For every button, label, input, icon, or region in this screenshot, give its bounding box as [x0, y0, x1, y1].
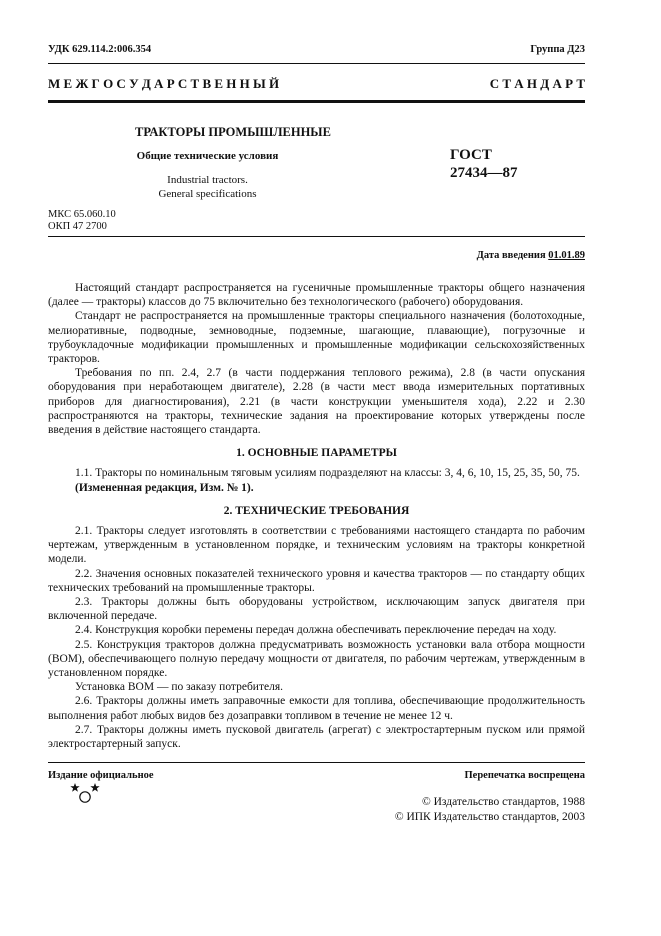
- okp-code: ОКП 47 2700: [48, 221, 107, 232]
- clause-2-6: 2.6. Тракторы должны иметь заправочные емкости для топлива, обеспечивающие продолжительность выполнения работ любых видов без дозаправки топливом в течение не менее 12 ч.: [48, 695, 585, 722]
- section-1-heading: 1. ОСНОВНЫЕ ПАРАМЕТРЫ: [236, 447, 397, 460]
- copyright-block: [395, 795, 585, 825]
- paragraph-requirements-applicability: Требования по пп. 2.4, 2.7 (в части поддержания теплового режима), 2.8 (в части опускания оборудования при неработающем двигателе), 2.28 (в части мест ввода измерительных портативных приборов для диагностирования), 2.21 (в части конструкции уменьшителя хода), 2.22 и 2.30 распространяются на тракторы, технические задания на проектирование которых утверждены после введения в действие настоящего стандарта.: [48, 367, 585, 437]
- copyright-1988: © Издательство стандартов, 1988: [421, 796, 585, 808]
- clause-2-5: 2.5. Конструкция тракторов должна предусматривать возможность установки вала отбора мощности (ВОМ), обеспечивающего полную передачу мощности от двигателя, по рабочим чертежам, утвержденным в установленном порядке.: [48, 638, 585, 680]
- document-body: [48, 281, 585, 751]
- english-title: [135, 173, 280, 201]
- paragraph-scope: Настоящий стандарт распространяется на гусеничные промышленные тракторы общего назначения (далее — тракторы) классов до 75 включительно без технологического (рабочего) оборудования.: [48, 282, 585, 309]
- codes-rule: [48, 236, 585, 237]
- amendment-note: (Измененная редакция, Изм. № 1).: [75, 481, 254, 494]
- intro-date-value: 01.01.89: [548, 250, 585, 261]
- standard-type-banner: [48, 76, 585, 92]
- clause-2-4: 2.4. Конструкция коробки перемены передач должна обеспечивать переключение передач на ходу.: [75, 624, 557, 637]
- english-title-line-2: General specifications: [158, 188, 257, 200]
- clause-2-7: 2.7. Тракторы должны иметь пусковой двигатель (агрегат) с электростартерным пуском или прямой электростартерный запуск.: [48, 723, 585, 751]
- document-title: ТРАКТОРЫ ПРОМЫШЛЕННЫЕ: [135, 125, 331, 139]
- gost-designation: [450, 146, 518, 182]
- intro-date-label: Дата введения: [476, 250, 546, 261]
- classification-codes: [48, 209, 116, 233]
- clause-2-2: 2.2. Значения основных показателей технического уровня и качества тракторов — по стандарту общих технических требований на промышленные тракторы.: [48, 567, 585, 594]
- footer-rule: [48, 762, 585, 763]
- udk-code: УДК 629.114.2:006.354: [48, 44, 152, 55]
- group-code: Группа Д23: [530, 44, 585, 55]
- document-subtitle: Общие технические условия: [136, 150, 279, 162]
- copyright-2003: © ИПК Издательство стандартов, 2003: [394, 811, 585, 823]
- gost-number: 27434—87: [450, 165, 518, 181]
- gost-label: ГОСТ: [450, 147, 492, 163]
- clause-2-3: 2.3. Тракторы должны быть оборудованы устройством, исключающим запуск двигателя при включенной передаче.: [48, 596, 585, 623]
- english-title-line-1: Industrial tractors.: [167, 174, 248, 186]
- standard-type-word-2: С Т А Н Д А Р Т: [489, 76, 585, 91]
- official-edition: Издание официальное: [48, 770, 154, 781]
- paragraph-exclusions: Стандарт не распространяется на промышленные тракторы специального назначения (болотоходные, мелиоративные, подводные, земноводные, подземные, шагающие, плавающие), погрузочные и трубоукладочные модификации промышленных и промышленные модификации сельскохозяйственных тракторов.: [48, 310, 585, 366]
- header-rule-top: [48, 63, 585, 64]
- clause-2-1: 2.1. Тракторы следует изготовлять в соответствии с требованиями настоящего стандарта по рабочим чертежам, утвержденным в установленном порядке, и техническим условиям на тракторы конкретной модели.: [48, 525, 585, 566]
- header-rule-bottom: [48, 100, 585, 103]
- reprint-prohibited: Перепечатка воспрещена: [464, 770, 585, 781]
- mks-code: МКС 65.060.10: [48, 209, 116, 220]
- section-2-heading: 2. ТЕХНИЧЕСКИЕ ТРЕБОВАНИЯ: [223, 504, 410, 517]
- standard-type-word-1: М Е Ж Г О С У Д А Р С Т В Е Н Н Ы Й: [48, 76, 280, 91]
- clause-2-5-note: Установка ВОМ — по заказу потребителя.: [75, 681, 283, 694]
- clause-1-1: 1.1. Тракторы по номинальным тяговым усилиям подразделяют на классы: 3, 4, 6, 10, 15, 25, 35, 50, 75.: [75, 467, 580, 480]
- intro-date: [477, 250, 585, 261]
- stars-emblem-icon: [70, 780, 100, 806]
